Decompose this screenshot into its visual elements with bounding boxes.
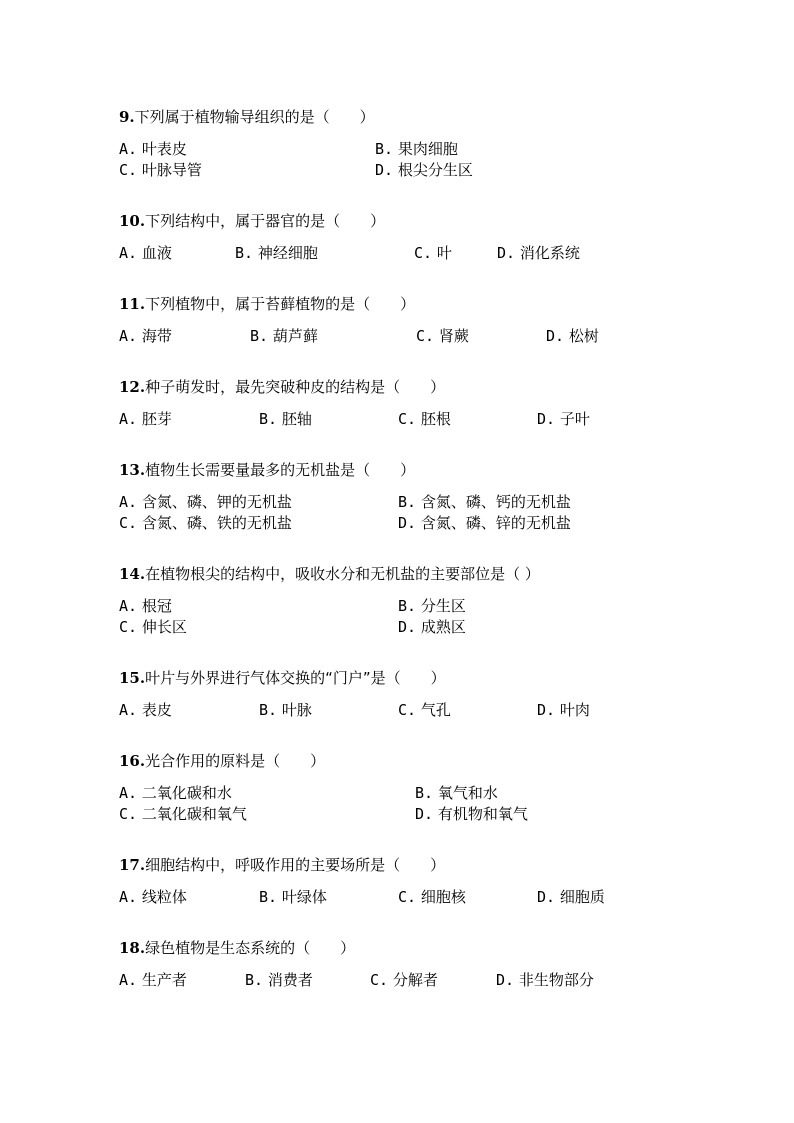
question-number: 17. bbox=[119, 856, 146, 874]
option-a[interactable]: A. 根冠 bbox=[119, 597, 172, 615]
options bbox=[119, 970, 594, 992]
options bbox=[119, 887, 605, 909]
option-d[interactable]: D. 松树 bbox=[546, 327, 599, 345]
question-10 bbox=[119, 211, 580, 265]
option-c[interactable]: C. 叶 bbox=[414, 244, 452, 262]
option-b[interactable]: B. 叶脉 bbox=[259, 701, 312, 719]
question-stem bbox=[119, 377, 445, 397]
option-b[interactable]: B. 含氮、磷、钙的无机盐 bbox=[398, 493, 571, 511]
option-c[interactable]: C. 分解者 bbox=[370, 971, 438, 989]
option-a[interactable]: A. 表皮 bbox=[119, 701, 172, 719]
question-stem bbox=[119, 460, 415, 480]
option-d[interactable]: D. 含氮、磷、锌的无机盐 bbox=[398, 514, 571, 532]
option-b[interactable]: B. 叶绿体 bbox=[259, 888, 327, 906]
option-c[interactable]: C. 二氧化碳和氧气 bbox=[119, 805, 247, 823]
question-text: 下列结构中，属于器官的是（ ） bbox=[145, 212, 386, 230]
option-a[interactable]: A. 叶表皮 bbox=[119, 140, 187, 158]
options bbox=[119, 139, 473, 183]
option-a[interactable]: A. 生产者 bbox=[119, 971, 187, 989]
question-text: 光合作用的原料是（ ） bbox=[145, 752, 326, 770]
options bbox=[119, 492, 571, 536]
option-a[interactable]: A. 海带 bbox=[119, 327, 172, 345]
option-b[interactable]: B. 神经细胞 bbox=[235, 244, 318, 262]
question-text: 植物生长需要量最多的无机盐是（ ） bbox=[145, 461, 416, 479]
option-b[interactable]: B. 氧气和水 bbox=[415, 784, 498, 802]
option-c[interactable]: C. 肾蕨 bbox=[416, 327, 469, 345]
option-d[interactable]: D. 有机物和氧气 bbox=[415, 805, 528, 823]
question-13 bbox=[119, 460, 571, 536]
question-number: 11. bbox=[119, 295, 146, 313]
question-stem bbox=[119, 294, 415, 314]
option-d[interactable]: D. 成熟区 bbox=[398, 618, 466, 636]
option-c[interactable]: C. 含氮、磷、铁的无机盐 bbox=[119, 514, 292, 532]
question-stem bbox=[119, 938, 355, 958]
question-stem bbox=[119, 855, 445, 875]
question-text: 下列属于植物输导组织的是（ ） bbox=[134, 108, 375, 126]
question-stem bbox=[119, 211, 385, 231]
option-b[interactable]: B. 分生区 bbox=[398, 597, 466, 615]
option-d[interactable]: D. 叶肉 bbox=[537, 701, 590, 719]
question-16 bbox=[119, 751, 528, 827]
question-9 bbox=[119, 107, 473, 183]
question-text: 细胞结构中，呼吸作用的主要场所是（ ） bbox=[145, 856, 446, 874]
question-text: 种子萌发时，最先突破种皮的结构是（ ） bbox=[145, 378, 446, 396]
option-c[interactable]: C. 伸长区 bbox=[119, 618, 187, 636]
question-12 bbox=[119, 377, 590, 431]
option-b[interactable]: B. 果肉细胞 bbox=[375, 140, 458, 158]
option-d[interactable]: D. 消化系统 bbox=[497, 244, 580, 262]
option-c[interactable]: C. 气孔 bbox=[398, 701, 451, 719]
option-b[interactable]: B. 胚轴 bbox=[259, 410, 312, 428]
question-15 bbox=[119, 668, 590, 722]
options bbox=[119, 243, 580, 265]
options bbox=[119, 783, 528, 827]
question-number: 12. bbox=[119, 378, 146, 396]
question-17 bbox=[119, 855, 605, 909]
option-c[interactable]: C. 胚根 bbox=[398, 410, 451, 428]
options bbox=[119, 409, 590, 431]
question-text: 叶片与外界进行气体交换的“门户”是（ ） bbox=[145, 669, 446, 687]
question-number: 14. bbox=[119, 565, 146, 583]
question-number: 13. bbox=[119, 461, 146, 479]
option-a[interactable]: A. 含氮、磷、钾的无机盐 bbox=[119, 493, 292, 511]
option-a[interactable]: A. 二氧化碳和水 bbox=[119, 784, 232, 802]
question-number: 18. bbox=[119, 939, 146, 957]
options bbox=[119, 700, 590, 722]
question-number: 9. bbox=[119, 108, 135, 126]
question-stem bbox=[119, 564, 540, 584]
question-text: 绿色植物是生态系统的（ ） bbox=[145, 939, 356, 957]
question-stem bbox=[119, 107, 375, 127]
question-18 bbox=[119, 938, 594, 992]
option-a[interactable]: A. 血液 bbox=[119, 244, 172, 262]
question-text: 下列植物中，属于苔藓植物的是（ ） bbox=[145, 295, 416, 313]
option-c[interactable]: C. 叶脉导管 bbox=[119, 161, 202, 179]
question-14 bbox=[119, 564, 540, 640]
question-11 bbox=[119, 294, 599, 348]
option-b[interactable]: B. 葫芦藓 bbox=[250, 327, 318, 345]
option-a[interactable]: A. 线粒体 bbox=[119, 888, 187, 906]
question-number: 10. bbox=[119, 212, 146, 230]
option-d[interactable]: D. 非生物部分 bbox=[496, 971, 594, 989]
question-stem bbox=[119, 751, 325, 771]
option-d[interactable]: D. 根尖分生区 bbox=[375, 161, 473, 179]
question-number: 15. bbox=[119, 669, 146, 687]
option-d[interactable]: D. 细胞质 bbox=[537, 888, 605, 906]
options bbox=[119, 596, 540, 640]
options bbox=[119, 326, 599, 348]
option-c[interactable]: C. 细胞核 bbox=[398, 888, 466, 906]
question-number: 16. bbox=[119, 752, 146, 770]
question-stem bbox=[119, 668, 446, 688]
question-text: 在植物根尖的结构中，吸收水分和无机盐的主要部位是（ ） bbox=[145, 565, 540, 583]
option-d[interactable]: D. 子叶 bbox=[537, 410, 590, 428]
option-b[interactable]: B. 消费者 bbox=[245, 971, 313, 989]
option-a[interactable]: A. 胚芽 bbox=[119, 410, 172, 428]
